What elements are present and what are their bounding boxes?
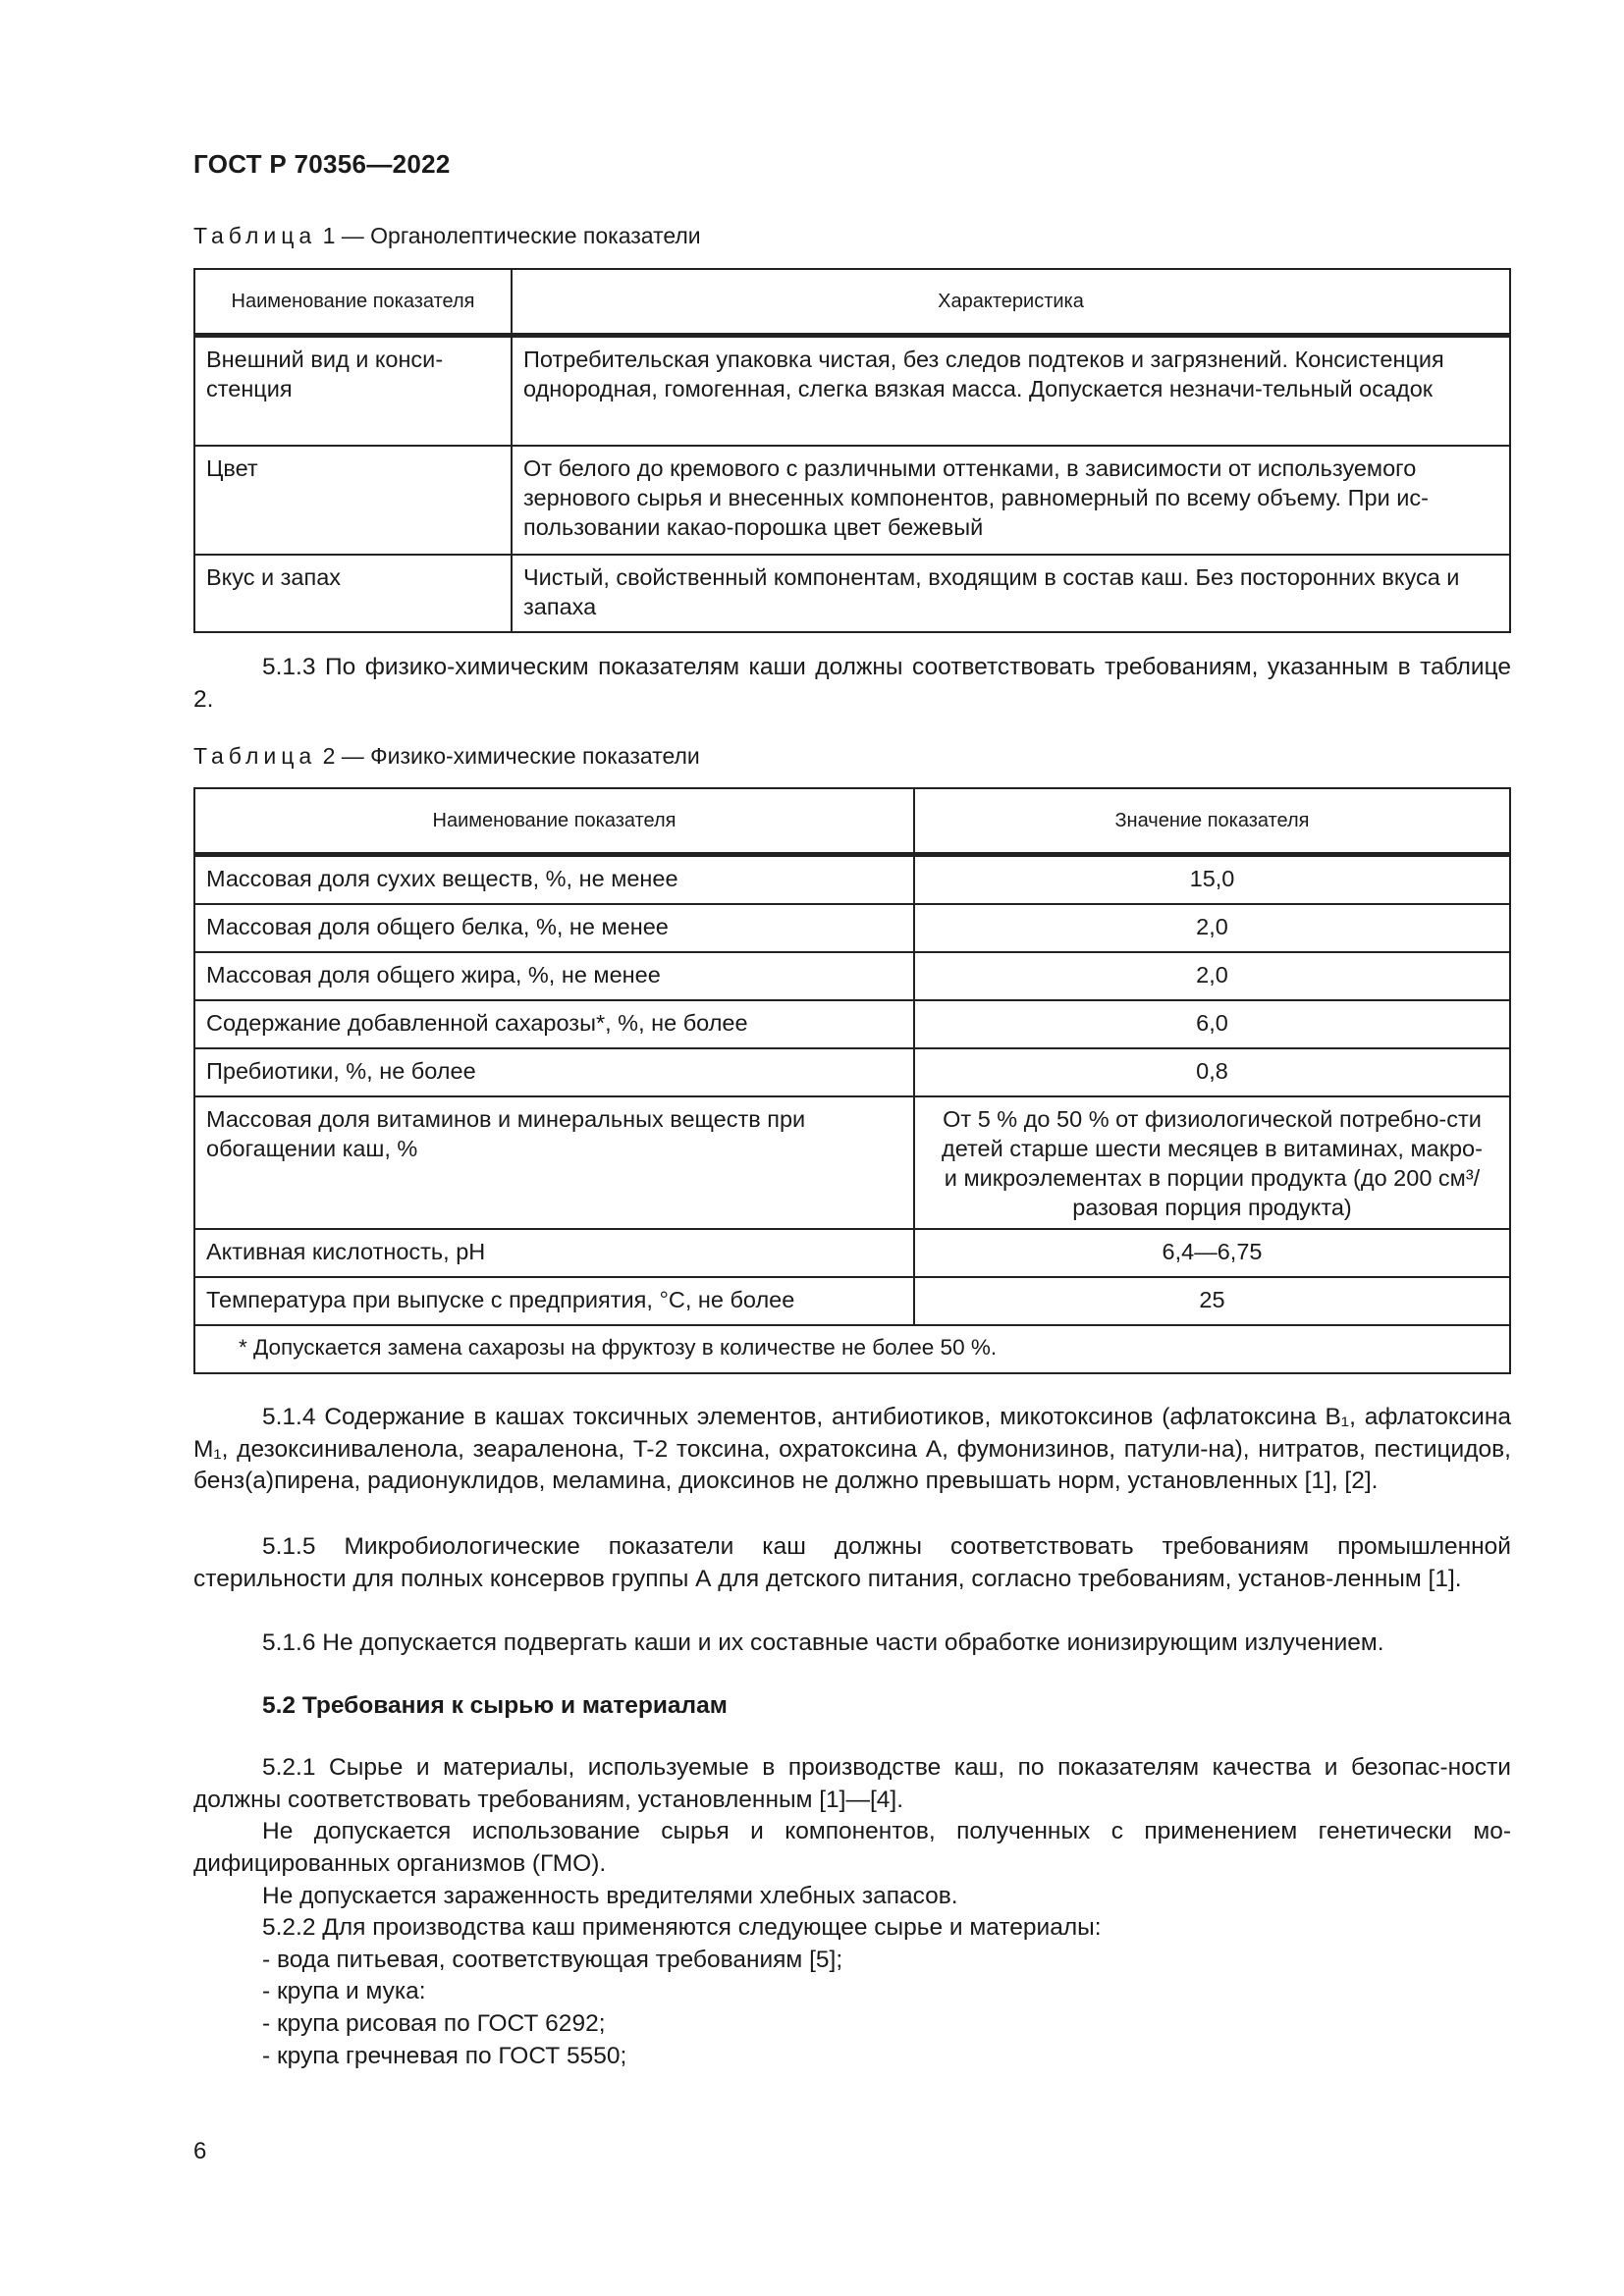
indicator-name: Вкус и запах [194, 555, 512, 632]
table-row [194, 1096, 1510, 1229]
table-row [194, 904, 1510, 952]
paragraph-gmo: Не допускается использование сырья и компонентов, полученных с применением генетически мо-дифицированных организмов (ГМО). [193, 1818, 1511, 1877]
paragraph-5-1-3: 5.1.3 По физико-химическим показателям каши должны соответствовать требованиям, указанным в таблице 2. [193, 654, 1511, 713]
indicator-value: 6,0 [914, 1000, 1510, 1048]
list-item: - крупа рисовая по ГОСТ 6292; [262, 2010, 606, 2037]
column-header: Значение показателя [914, 788, 1510, 855]
section-title-5-2: 5.2 Требования к сырью и материалам [262, 1692, 728, 1719]
indicator-value: Потребительская упаковка чистая, без следов подтеков и загрязнений. Консистенция однородная, гомогенная, слегка вязкая масса. Допускается незначи-тельный осадок [512, 336, 1510, 447]
table-row [194, 446, 1510, 555]
table-row [194, 555, 1510, 632]
organoleptic-table [193, 268, 1511, 633]
table-row [194, 855, 1510, 905]
column-header: Наименование показателя [194, 269, 512, 336]
table-footnote: * Допускается замена сахарозы на фруктозу в количестве не более 50 %. [194, 1325, 1510, 1373]
paragraph-5-2-1: 5.2.1 Сырье и материалы, используемые в производстве каш, по показателям качества и безопас-ности должны соответствовать требованиям, установленным [1]—[4]. [193, 1754, 1511, 1813]
table-header-row [194, 788, 1510, 855]
indicator-name: Массовая доля общего жира, %, не менее [194, 952, 914, 1000]
indicator-name: Внешний вид и конси-стенция [194, 336, 512, 447]
table2-caption [193, 743, 700, 770]
indicator-name: Активная кислотность, pH [194, 1229, 914, 1277]
paragraph-pests: Не допускается зараженность вредителями хлебных запасов. [262, 1883, 958, 1909]
table-row [194, 1277, 1510, 1325]
list-item: - крупа и мука: [262, 1978, 426, 2004]
table-row [194, 1000, 1510, 1048]
indicator-name: Цвет [194, 446, 512, 555]
table-footnote-row [194, 1325, 1510, 1373]
paragraph-5-1-4: 5.1.4 Содержание в кашах токсичных элементов, антибиотиков, микотоксинов (афлатоксина B₁, афлатоксина M₁, дезоксиниваленола, зеараленона, T-2 токсина, охратоксина А, фумонизинов, патули-на), нитратов, пестицидов, бенз(а)пирена, радионуклидов, меламина, диоксинов не должно превышать норм, установленных [1], [2]. [193, 1404, 1511, 1495]
column-header: Характеристика [512, 269, 1510, 336]
list-item: - вода питьевая, соответствующая требованиям [5]; [262, 1947, 843, 1973]
document-header: ГОСТ Р 70356—2022 [193, 149, 451, 179]
indicator-name: Пребиотики, %, не более [194, 1048, 914, 1096]
table-header-row [194, 269, 1510, 336]
table1-caption [193, 223, 701, 249]
table-row [194, 1229, 1510, 1277]
table-row [194, 952, 1510, 1000]
indicator-name: Температура при выпуске с предприятия, °С, не более [194, 1277, 914, 1325]
indicator-name: Массовая доля витаминов и минеральных веществ при обогащении каш, % [194, 1096, 914, 1229]
indicator-value: Чистый, свойственный компонентам, входящим в состав каш. Без посторонних вкуса и запаха [512, 555, 1510, 632]
indicator-value: От белого до кремового с различными оттенками, в зависимости от используемого зернового сырья и внесенных компонентов, равномерный по всему объему. При ис-пользовании какао-порошка цвет бежевый [512, 446, 1510, 555]
table-row [194, 1048, 1510, 1096]
table1-caption-word: Таблица [193, 223, 317, 248]
indicator-value: 2,0 [914, 904, 1510, 952]
table-row [194, 336, 1510, 447]
indicator-name: Массовая доля сухих веществ, %, не менее [194, 855, 914, 905]
paragraph-5-1-5: 5.1.5 Микробиологические показатели каш должны соответствовать требованиям промышленной стерильности для полных консервов группы А для детского питания, согласно требованиям, установ-ленным [1]. [193, 1533, 1511, 1592]
table2-caption-title: 2 — Физико-химические показатели [316, 743, 700, 769]
indicator-value: 2,0 [914, 952, 1510, 1000]
paragraph-5-2-2: 5.2.2 Для производства каш применяются следующее сырье и материалы: [262, 1914, 1102, 1941]
paragraph-5-1-6: 5.1.6 Не допускается подвергать каши и их составные части обработке ионизирующим излучением. [262, 1629, 1384, 1656]
page-number: 6 [193, 2138, 207, 2164]
list-item: - крупа гречневая по ГОСТ 5550; [262, 2043, 627, 2069]
indicator-value: 0,8 [914, 1048, 1510, 1096]
indicator-value: От 5 % до 50 % от физиологической потребно-сти детей старше шести месяцев в витаминах, макро- и микроэлементах в порции продукта (до 200 см³/разовая порция продукта) [914, 1096, 1510, 1229]
table1-caption-title: 1 — Органолептические показатели [316, 223, 701, 248]
physicochemical-table [193, 787, 1511, 1374]
indicator-name: Содержание добавленной сахарозы*, %, не более [194, 1000, 914, 1048]
column-header: Наименование показателя [194, 788, 914, 855]
indicator-value: 15,0 [914, 855, 1510, 905]
indicator-name: Массовая доля общего белка, %, не менее [194, 904, 914, 952]
indicator-value: 6,4—6,75 [914, 1229, 1510, 1277]
indicator-value: 25 [914, 1277, 1510, 1325]
table2-caption-word: Таблица [193, 743, 317, 769]
